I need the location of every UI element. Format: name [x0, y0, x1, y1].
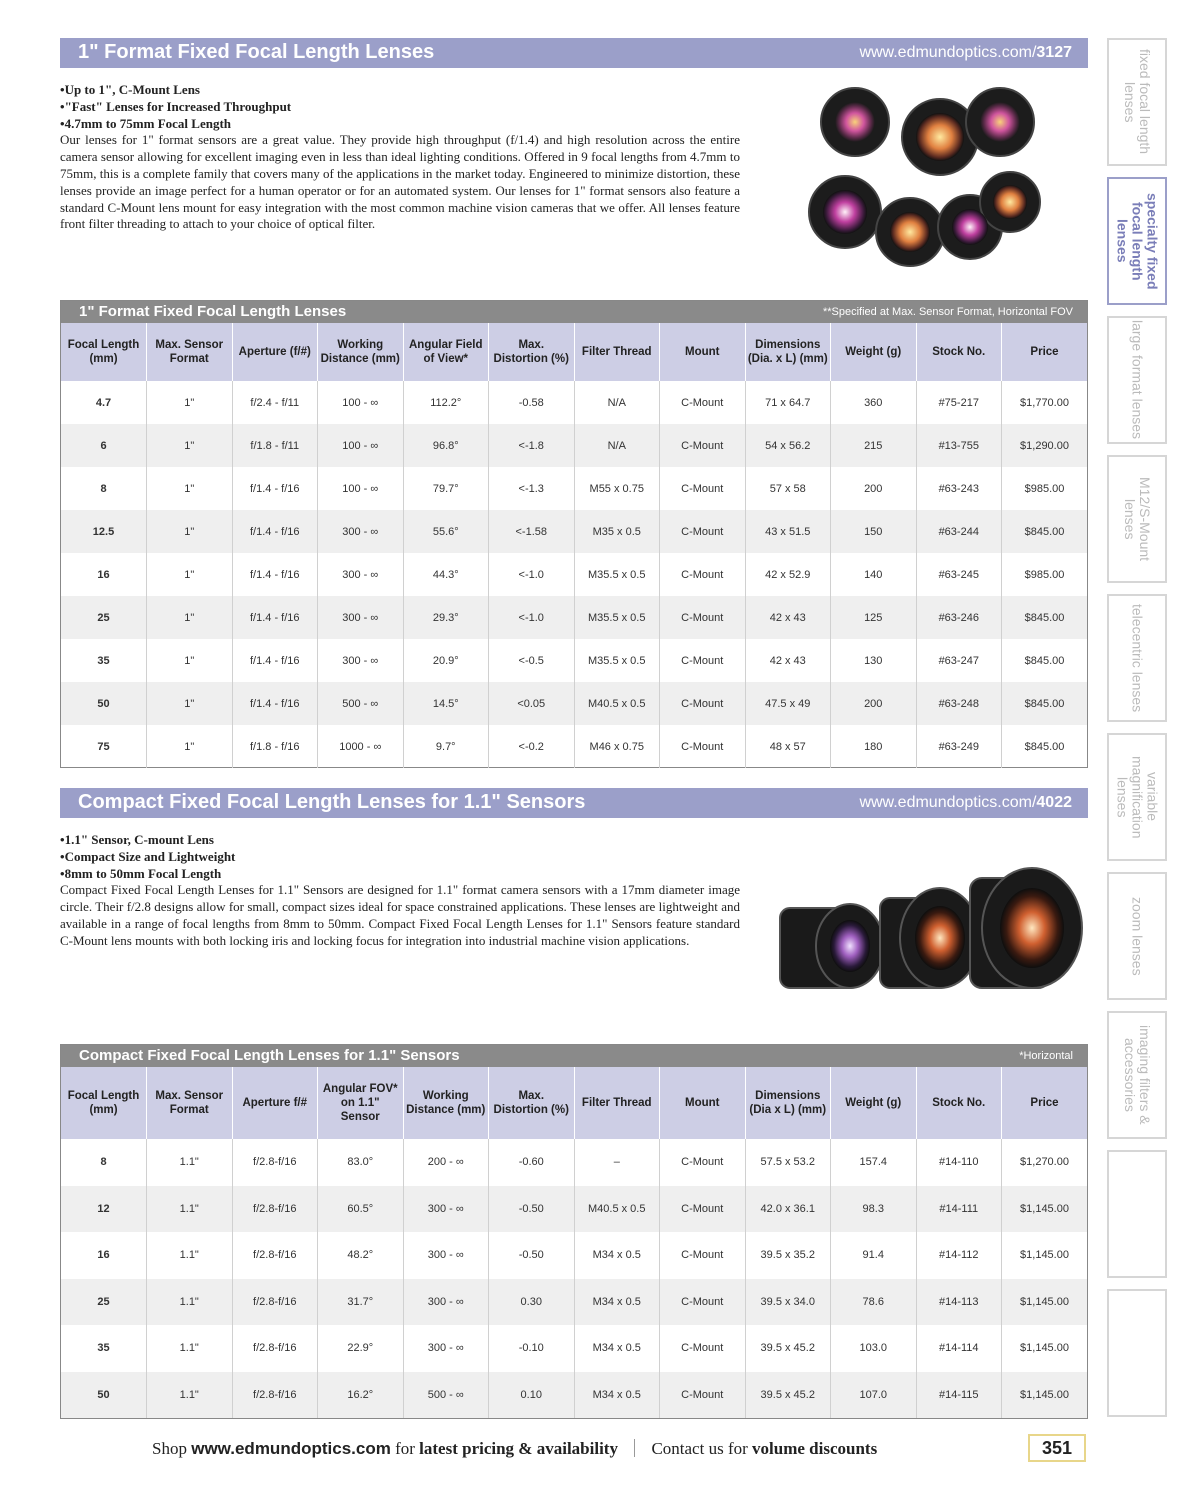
col-header: Max. Distortion (%) [489, 323, 575, 381]
tab-fixed-focal[interactable]: fixed focal length lenses [1107, 38, 1167, 166]
table-cell: f/1.4 - f/16 [232, 639, 318, 682]
table-cell: 39.5 x 45.2 [745, 1325, 831, 1372]
table-cell: 25 [61, 1279, 147, 1326]
section1-title: 1" Format Fixed Focal Length Lenses [78, 41, 435, 63]
table-cell: 1" [147, 381, 233, 424]
table-cell: 0.10 [489, 1372, 575, 1419]
table-row [61, 510, 1087, 553]
table-cell: -0.50 [489, 1186, 575, 1233]
table-cell: C-Mount [660, 467, 746, 510]
table-cell: 300 - ∞ [318, 510, 404, 553]
table-row [61, 1325, 1087, 1372]
table-cell: 1" [147, 467, 233, 510]
section1-bullets [60, 82, 740, 132]
table-cell: 100 - ∞ [318, 424, 404, 467]
table-cell: M35.5 x 0.5 [574, 553, 660, 596]
table-row [61, 1232, 1087, 1279]
table-row [61, 1372, 1087, 1419]
table-cell: f/2.8-f/16 [232, 1232, 318, 1279]
table-cell: f/1.4 - f/16 [232, 596, 318, 639]
table-cell: 300 - ∞ [318, 553, 404, 596]
section2-table-title: Compact Fixed Focal Length Lenses for 1.1" Sensors [79, 1047, 460, 1064]
table-cell: 1" [147, 682, 233, 725]
table-cell: f/2.8-f/16 [232, 1139, 318, 1186]
table-row [61, 682, 1087, 725]
table-row [61, 725, 1087, 768]
table-cell: C-Mount [660, 1186, 746, 1233]
table-cell: <-1.3 [489, 467, 575, 510]
bullet: • Up to 1", C-Mount Lens [60, 82, 740, 99]
table-cell: #63-244 [916, 510, 1002, 553]
table-cell: 79.7° [403, 467, 489, 510]
table-cell: M34 x 0.5 [574, 1232, 660, 1279]
table-cell: M40.5 x 0.5 [574, 682, 660, 725]
table-cell: -0.10 [489, 1325, 575, 1372]
table-cell: 50 [61, 1372, 147, 1419]
table-cell: 200 [831, 467, 917, 510]
table-cell: $1,145.00 [1002, 1186, 1088, 1233]
table-cell: 103.0 [831, 1325, 917, 1372]
table-row [61, 639, 1087, 682]
col-header: Angular Field of View* [403, 323, 489, 381]
table-cell: #14-111 [916, 1186, 1002, 1233]
table-cell: 215 [831, 424, 917, 467]
table-cell: 1.1" [147, 1325, 233, 1372]
table-cell: 42 x 43 [745, 639, 831, 682]
table-cell: 300 - ∞ [403, 1279, 489, 1326]
table-cell: 60.5° [318, 1186, 404, 1233]
table-cell: 300 - ∞ [403, 1232, 489, 1279]
table-cell: 107.0 [831, 1372, 917, 1419]
table-cell: 25 [61, 596, 147, 639]
table-cell: 100 - ∞ [318, 467, 404, 510]
table-cell: <-1.0 [489, 596, 575, 639]
footer: Shop www.edmundoptics.com for latest pricing & availability Contact us for volume discounts [152, 1439, 878, 1458]
col-header: Weight (g) [831, 323, 917, 381]
table-cell: $1,770.00 [1020, 396, 1069, 409]
table-cell: 300 - ∞ [403, 1325, 489, 1372]
table-cell: $845.00 [1024, 654, 1065, 667]
table-cell: #63-245 [916, 553, 1002, 596]
table-cell: C-Mount [660, 596, 746, 639]
table-cell: M35 x 0.5 [574, 510, 660, 553]
table-cell: 20.9° [403, 639, 489, 682]
table-cell: 42 x 43 [745, 596, 831, 639]
table-cell: 157.4 [831, 1139, 917, 1186]
table-cell: 130 [831, 639, 917, 682]
table-cell: #14-115 [916, 1372, 1002, 1419]
table-cell: C-Mount [660, 1232, 746, 1279]
section1-description: Our lenses for 1" format sensors are a great value. They provide high throughput (f/1.4) and high resolution across the entire camera sensor allowing for excellent imaging even in less than ideal lighting conditions. Offered in 9 focal lengths from 4.7mm to 75mm, this is a complete family that covers many of the applications in the market today. Engineered to minimize distortion, these lenses provide an image perfect for a human operator or for an automated system. Our lenses for 1" format sensors also feature a standard C-Mount lens mount for easy integration with the most common machine vision cameras that we offer. All lenses feature front filter threading to attach to your choice of optical filter. [60, 132, 740, 232]
table-cell: 48.2° [318, 1232, 404, 1279]
table-cell: 180 [831, 725, 917, 768]
bullet: • 8mm to 50mm Focal Length [60, 866, 740, 883]
section2-table [60, 1044, 1088, 1419]
table-cell: 150 [831, 510, 917, 553]
bullet: • Compact Size and Lightweight [60, 849, 740, 866]
tab-empty[interactable] [1107, 1289, 1167, 1417]
table-cell: 112.2° [403, 381, 489, 424]
table-cell: 0.30 [489, 1279, 575, 1326]
table-cell: 39.5 x 35.2 [745, 1232, 831, 1279]
table-cell: 57 x 58 [745, 467, 831, 510]
table-cell: 35 [61, 639, 147, 682]
table-cell: $1,270.00 [1020, 1156, 1069, 1169]
table-cell: #14-114 [916, 1325, 1002, 1372]
lens-group-image [800, 82, 1050, 282]
section2-table-bar [61, 1045, 1087, 1067]
table-cell: #63-246 [916, 596, 1002, 639]
table-cell: C-Mount [660, 381, 746, 424]
table-cell: <-1.0 [489, 553, 575, 596]
table-cell: 12 [61, 1186, 147, 1233]
table-cell: 39.5 x 34.0 [745, 1279, 831, 1326]
table-cell: 9.7° [403, 725, 489, 768]
table-cell: 1.1" [147, 1139, 233, 1186]
col-header: Filter Thread [574, 323, 660, 381]
table-cell: f/2.8-f/16 [232, 1279, 318, 1326]
section2-bullets [60, 832, 740, 882]
table-cell: #13-755 [916, 424, 1002, 467]
table-cell: $845.00 [1002, 596, 1088, 639]
table-cell: 1" [147, 424, 233, 467]
table-cell: <-1.8 [489, 424, 575, 467]
table-cell: <-0.5 [489, 639, 575, 682]
table-cell: C-Mount [660, 424, 746, 467]
section2-table-note: *Horizontal [1019, 1050, 1073, 1062]
col-header: Mount [660, 323, 746, 381]
table-cell: C-Mount [660, 1279, 746, 1326]
table-cell: 98.3 [831, 1186, 917, 1233]
col-header: Dimensions (Dia. x L) (mm) [745, 323, 831, 381]
tab-telecentric[interactable]: telecentric lenses [1107, 594, 1167, 722]
table-cell: 300 - ∞ [318, 596, 404, 639]
table-cell: #14-110 [916, 1139, 1002, 1186]
section1-table-bar [61, 301, 1087, 323]
table-cell: 6 [61, 424, 147, 467]
table-cell: 54 x 56.2 [745, 424, 831, 467]
tab-specialty-fixed[interactable]: specialty fixed focal length lenses [1107, 177, 1167, 305]
table-cell: 1" [147, 725, 233, 768]
table-cell: <0.05 [489, 682, 575, 725]
bullet: • "Fast" Lenses for Increased Throughput [60, 99, 740, 116]
table-cell: 1.1" [147, 1186, 233, 1233]
table-cell: C-Mount [660, 639, 746, 682]
table-cell: C-Mount [660, 553, 746, 596]
table-cell: 42 x 52.9 [745, 553, 831, 596]
table-cell: $1,145.00 [1020, 1249, 1069, 1262]
section1-spec-table [61, 323, 1087, 768]
table-cell: $1,145.00 [1002, 1372, 1088, 1419]
table-cell: N/A [574, 424, 660, 467]
table-cell: M35.5 x 0.5 [574, 639, 660, 682]
table-cell: 1" [147, 596, 233, 639]
table-cell: 1.1" [147, 1372, 233, 1419]
col-header: Max. Sensor Format [147, 1067, 233, 1139]
col-header: Working Distance (mm) [403, 1067, 489, 1139]
tab-variable-magnification[interactable]: variable magnification lenses [1107, 733, 1167, 861]
table-cell: <-1.58 [489, 510, 575, 553]
table-cell: $845.00 [1002, 682, 1088, 725]
table-cell: $1,145.00 [1002, 1279, 1088, 1326]
table-cell: 44.3° [403, 553, 489, 596]
section2-spec-table [61, 1067, 1087, 1418]
table-cell: N/A [574, 381, 660, 424]
col-header: Weight (g) [831, 1067, 917, 1139]
table-cell: 22.9° [318, 1325, 404, 1372]
table-cell: 1.1" [147, 1279, 233, 1326]
table-cell: 4.7 [61, 381, 147, 424]
table-cell: 75 [61, 725, 147, 768]
table-cell: M34 x 0.5 [574, 1279, 660, 1326]
table-cell: 96.8° [403, 424, 489, 467]
col-header: Stock No. [916, 1067, 1002, 1139]
section2-description: Compact Fixed Focal Length Lenses for 1.1" Sensors are designed for 1.1" format camera sensors with a 17mm diameter image circle. Their f/2.8 designs allow for small, compact sizes ideal for space constrained applications. These lenses are lightweight and available in a range of focal lengths from 8mm to 50mm. Compact Fixed Focal Length Lenses for 1.1" Sensors feature standard C-Mount lens mounts with both locking iris and locking focus for integration into industrial machine vision applications. [60, 882, 740, 948]
table-cell: 14.5° [403, 682, 489, 725]
table-cell: 55.6° [403, 510, 489, 553]
table-row [61, 381, 1087, 424]
table-cell: #14-113 [916, 1279, 1002, 1326]
table-row [61, 467, 1087, 510]
table-cell: f/2.8-f/16 [232, 1186, 318, 1233]
table-cell: $845.00 [1024, 740, 1065, 753]
table-cell: 43 x 51.5 [745, 510, 831, 553]
table-cell: 39.5 x 45.2 [745, 1372, 831, 1419]
table-cell: 48 x 57 [745, 725, 831, 768]
table-cell: C-Mount [660, 725, 746, 768]
table-cell: 29.3° [403, 596, 489, 639]
table-cell: M55 x 0.75 [574, 467, 660, 510]
section1-table-title: 1" Format Fixed Focal Length Lenses [79, 303, 347, 320]
table-cell: 47.5 x 49 [745, 682, 831, 725]
table-cell: f/1.4 - f/16 [232, 553, 318, 596]
table-cell: 16 [61, 1232, 147, 1279]
col-header: Stock No. [916, 323, 1002, 381]
section1-url[interactable]: www.edmundoptics.com/3127 [859, 44, 1072, 61]
table-row [61, 1279, 1087, 1326]
col-header: Working Distance (mm) [318, 323, 404, 381]
col-header: Price [1002, 323, 1088, 381]
table-cell: 500 - ∞ [403, 1372, 489, 1419]
section2-url[interactable]: www.edmundoptics.com/4022 [859, 794, 1072, 811]
table-cell: M35.5 x 0.5 [574, 596, 660, 639]
table-cell: 42.0 x 36.1 [745, 1186, 831, 1233]
table-cell: 1.1" [147, 1232, 233, 1279]
table-cell: #63-249 [916, 725, 1002, 768]
table-cell: M46 x 0.75 [574, 725, 660, 768]
table-cell: 300 - ∞ [318, 639, 404, 682]
tab-zoom[interactable]: zoom lenses [1107, 872, 1167, 1000]
table-cell: f/1.8 - f/11 [232, 424, 318, 467]
table-cell: 35 [61, 1325, 147, 1372]
table-cell: #63-247 [916, 639, 1002, 682]
table-cell: -0.58 [489, 381, 575, 424]
col-header: Aperture (f/#) [232, 323, 318, 381]
table-cell: 1" [147, 553, 233, 596]
bullet: • 1.1" Sensor, C-mount Lens [60, 832, 740, 849]
footer-divider [634, 1439, 635, 1457]
table-row [61, 1186, 1087, 1233]
table-cell: 31.7° [318, 1279, 404, 1326]
table-row [61, 553, 1087, 596]
table-cell: 83.0° [318, 1139, 404, 1186]
section1-table-note: **Specified at Max. Sensor Format, Horizontal FOV [822, 306, 1073, 318]
table-cell: – [574, 1139, 660, 1186]
table-cell: f/1.4 - f/16 [232, 682, 318, 725]
table-cell: f/1.4 - f/16 [232, 510, 318, 553]
table-cell: 57.5 x 53.2 [745, 1139, 831, 1186]
footer-site-link[interactable]: www.edmundoptics.com [191, 1439, 391, 1458]
table-cell: 12.5 [61, 510, 147, 553]
table-cell: 1000 - ∞ [318, 725, 404, 768]
table-cell: $845.00 [1002, 510, 1088, 553]
col-header: Filter Thread [574, 1067, 660, 1139]
table-cell: f/2.4 - f/11 [232, 381, 318, 424]
table-row [61, 1139, 1087, 1186]
table-cell: 8 [61, 1139, 147, 1186]
table-cell: 360 [831, 381, 917, 424]
table-cell: C-Mount [660, 1325, 746, 1372]
col-header: Max. Sensor Format [147, 323, 233, 381]
section1-table [60, 300, 1088, 768]
table-cell: M34 x 0.5 [574, 1325, 660, 1372]
col-header: Focal Length (mm) [61, 1067, 147, 1139]
section2-title-band [60, 788, 1088, 818]
table-cell: #63-248 [916, 682, 1002, 725]
table-cell: 500 - ∞ [318, 682, 404, 725]
table-cell: #75-217 [916, 381, 1002, 424]
tab-empty[interactable] [1107, 1150, 1167, 1278]
table-cell: M40.5 x 0.5 [574, 1186, 660, 1233]
table-cell: 8 [61, 467, 147, 510]
table-cell: $1,290.00 [1002, 424, 1088, 467]
table-cell: C-Mount [660, 682, 746, 725]
col-header: Dimensions (Dia x L) (mm) [745, 1067, 831, 1139]
table-cell: 1" [147, 510, 233, 553]
bullet: • 4.7mm to 75mm Focal Length [60, 116, 740, 133]
col-header: Aperture f/# [232, 1067, 318, 1139]
table-cell: 1" [147, 639, 233, 682]
col-header: Focal Length (mm) [61, 323, 147, 381]
table-cell: 91.4 [831, 1232, 917, 1279]
table-cell: #63-243 [916, 467, 1002, 510]
col-header: Price [1002, 1067, 1088, 1139]
table-cell: f/1.4 - f/16 [232, 467, 318, 510]
table-row [61, 596, 1087, 639]
table-cell: 200 - ∞ [403, 1139, 489, 1186]
table-cell: 100 - ∞ [318, 381, 404, 424]
table-cell: $1,145.00 [1020, 1342, 1069, 1355]
tab-m12-mount[interactable]: M12/S-Mount lenses [1107, 455, 1167, 583]
table-cell: M34 x 0.5 [574, 1372, 660, 1419]
compact-lens-image [760, 858, 1090, 1008]
page-number: 351 [1028, 1434, 1086, 1462]
col-header: Angular FOV* on 1.1" Sensor [318, 1067, 404, 1139]
section2-title: Compact Fixed Focal Length Lenses for 1.1" Sensors [78, 791, 586, 813]
table-cell: <-0.2 [489, 725, 575, 768]
table-cell: C-Mount [660, 510, 746, 553]
section2-intro [60, 832, 740, 950]
table-cell: 78.6 [831, 1279, 917, 1326]
table-row [61, 424, 1087, 467]
table-cell: 16.2° [318, 1372, 404, 1419]
table-cell: f/2.8-f/16 [232, 1372, 318, 1419]
table-cell: 16 [61, 553, 147, 596]
table-cell: 140 [831, 553, 917, 596]
tab-imaging-filters[interactable]: imaging filters & accessories [1107, 1011, 1167, 1139]
table-cell: 71 x 64.7 [745, 381, 831, 424]
table-cell: 50 [61, 682, 147, 725]
table-cell: #14-112 [916, 1232, 1002, 1279]
table-cell: C-Mount [660, 1139, 746, 1186]
table-cell: f/1.8 - f/16 [232, 725, 318, 768]
table-cell: -0.50 [489, 1232, 575, 1279]
table-cell: f/2.8-f/16 [232, 1325, 318, 1372]
table-cell: $985.00 [1024, 482, 1065, 495]
col-header: Mount [660, 1067, 746, 1139]
table-cell: 300 - ∞ [403, 1186, 489, 1233]
section1-title-band [60, 38, 1088, 68]
tab-large-format[interactable]: large format lenses [1107, 316, 1167, 444]
col-header: Max. Distortion (%) [489, 1067, 575, 1139]
section1-intro [60, 82, 740, 233]
table-cell: 200 [831, 682, 917, 725]
table-cell: $985.00 [1024, 568, 1065, 581]
table-cell: -0.60 [489, 1139, 575, 1186]
table-cell: 125 [831, 596, 917, 639]
table-cell: C-Mount [660, 1372, 746, 1419]
